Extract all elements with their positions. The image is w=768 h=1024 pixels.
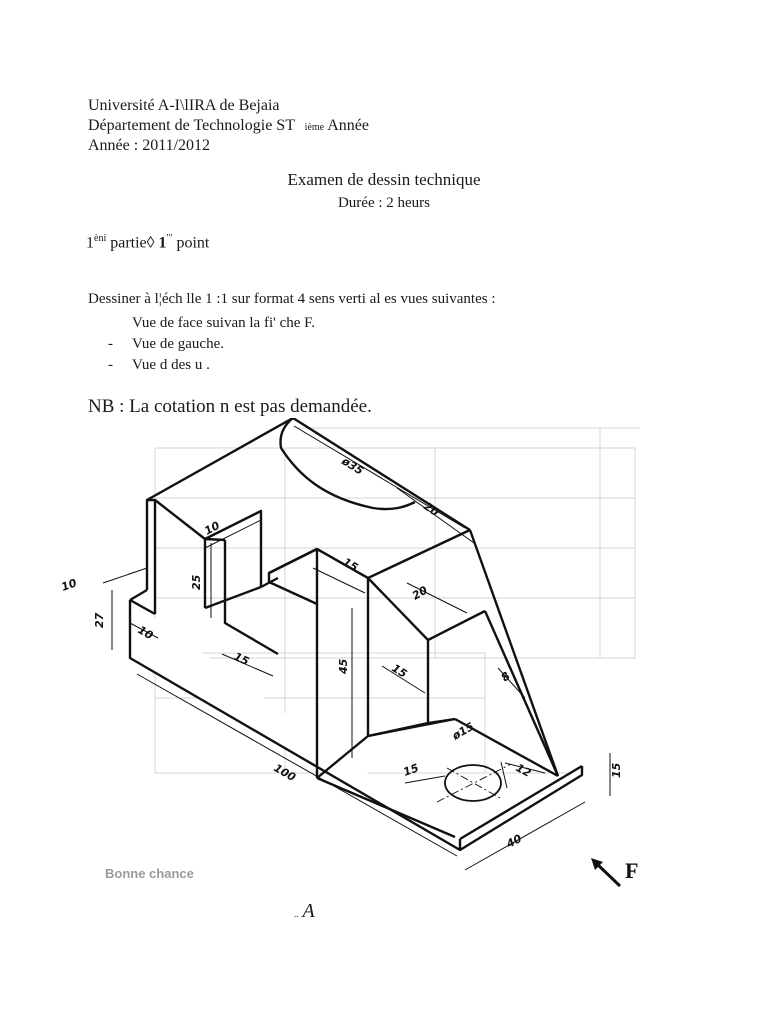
exam-title: Examen de dessin technique (287, 170, 481, 189)
dimension-label: 10 (202, 518, 222, 538)
view-dash: - (108, 357, 113, 373)
part-points: 1 (158, 234, 167, 252)
dimension-label: 12 (513, 761, 534, 780)
view-item (108, 355, 210, 375)
dimension-label: 15 (610, 762, 623, 778)
hole-centerlines (437, 764, 511, 802)
dimension-label: 8 (498, 669, 513, 685)
dimension-label: 27 (93, 612, 106, 628)
dimension-label: 15 (401, 761, 421, 779)
part-heading (86, 233, 209, 252)
level-mark: ième (304, 122, 325, 133)
dimension-label: ø15 (450, 719, 477, 743)
view-arrow-label: F (625, 858, 639, 883)
dimension-label: 15 (340, 555, 361, 575)
part-number: 1 (86, 234, 94, 252)
view-text: Vue d des u . (132, 357, 210, 373)
part-outline (130, 418, 582, 850)
hole-ellipse (445, 765, 501, 801)
part-label: partie (110, 234, 147, 252)
view-text: Vue de gauche. (132, 336, 224, 352)
dimension-label: 15 (389, 661, 410, 681)
exam-duration: Durée : 2 heurs (337, 195, 431, 211)
dimension-label: 20 (410, 583, 430, 603)
dimension-label: ø35 (339, 454, 366, 478)
dimension-label: 45 (337, 658, 350, 674)
department-line (88, 117, 369, 137)
dimension-label: 15 (231, 649, 252, 669)
note-text: NB : La cotation n est pas demandée. (88, 396, 372, 417)
signature-letter: A (302, 900, 315, 922)
level-suffix: Année (327, 117, 369, 134)
view-dash: - (108, 336, 113, 352)
isometric-drawing (55, 418, 655, 893)
dimension-label: 40 (504, 831, 524, 851)
view-arrow-icon (591, 858, 620, 886)
view-item (108, 313, 315, 333)
academic-year: Année : 2011/2012 (88, 137, 211, 154)
dimension-label: 20 (421, 499, 442, 520)
diamond-icon: ◊ (146, 234, 155, 252)
dimension-label: 100 (271, 761, 298, 785)
signature-mark (294, 900, 315, 923)
dimension-label: 10 (59, 576, 79, 594)
view-text: Vue de face suivan la fi' che F. (132, 315, 316, 331)
university-name: Université A-I\lIRA de Bejaia (88, 97, 280, 114)
instruction-text: Dessiner à l¦éch lle 1 :1 sur format 4 sens verti al es vues suivantes : (88, 291, 496, 307)
bleed-through-text: Bonne chance (105, 866, 194, 881)
dimension-label: 10 (135, 623, 156, 643)
signature-prefix: .. (294, 909, 299, 919)
dimension-label: 25 (190, 574, 203, 590)
part-number-sup: èni (94, 233, 107, 244)
department-name: Département de Technologie ST (88, 117, 295, 134)
part-points-label: point (176, 234, 210, 252)
view-item (108, 334, 224, 354)
part-points-sup: "' (166, 233, 173, 244)
